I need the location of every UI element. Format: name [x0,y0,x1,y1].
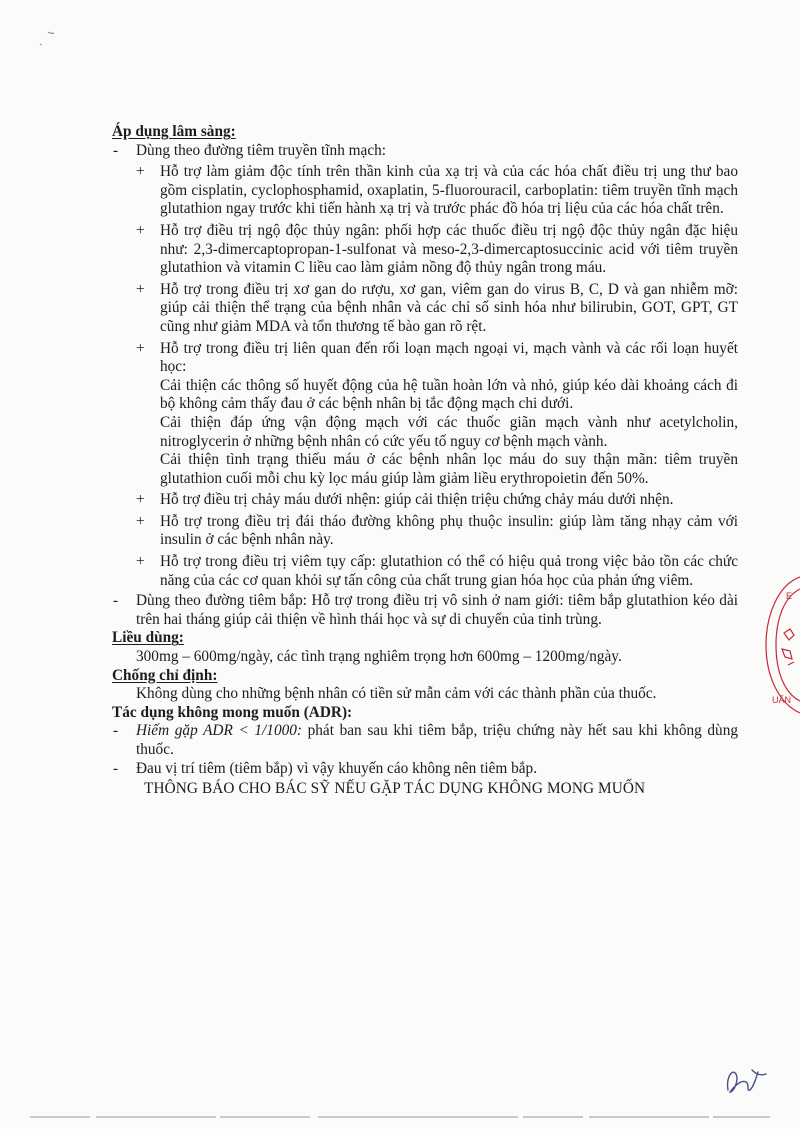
adr-rare-item [112,722,738,759]
svg-text:E: E [786,591,793,601]
im-route-text: Dùng theo đường tiêm bắp: Hỗ trợ trong điều trị vô sinh ở nam giới: tiêm bắp glutathion kéo dài trên hai tháng giúp cải thiện về hình thái học và sự di chuyển của tinh trùng. [136,592,738,628]
iv-item-diabetes [112,513,738,550]
vascular-title: Hỗ trợ trong điều trị liên quan đến rối loạn mạch ngoại vi, mạch vành và các rối loạn huyết học: [160,339,738,376]
iv-item-liver [112,281,738,337]
adr-site-text: Đau vị trí tiêm (tiêm bắp) vì vậy khuyến cáo không nên tiêm bắp. [136,759,538,777]
dosage-text: 300mg – 600mg/ngày, các tình trạng nghiêm trọng hơn 600mg – 1200mg/ngày. [136,648,622,666]
plus-mark: + [136,163,145,181]
vascular-paragraph: Cải thiện tình trạng thiếu máu ở các bệnh nhân lọc máu do suy thận mãn: tiêm truyền glutathion cuối mỗi chu kỳ lọc máu giúp làm giảm liều erythropoietin đến 50%. [160,451,738,487]
contraindications-heading: Chống chỉ định: [112,666,218,684]
iv-route-item [112,142,738,161]
iv-item-pancreatitis [112,553,738,590]
adr-notice: THÔNG BÁO CHO BÁC SỸ NẾU GẶP TÁC DỤNG KHÔNG MONG MUỐN [144,780,646,798]
iv-item-neurotoxicity [112,163,738,219]
stamp-seal [758,575,800,715]
iv-item-mercury [112,222,738,278]
plus-mark: + [136,221,145,239]
vascular-paragraph: Cải thiện đáp ứng vận động mạch với các thuốc giãn mạch vành như acetylcholin, nitroglycerin ở những bệnh nhân có cức yếu tố nguy cơ bệnh mạch vành. [160,413,738,450]
vascular-paragraph: Cải thiện các thông số huyết động của hệ tuần hoàn lớn và nhỏ, giúp kéo dài khoảng cách đi bộ không cảm thấy đau ở các bệnh nhân bị tắc động mạch chi dưới. [160,376,738,413]
scan-edge-line [30,1116,770,1118]
adr-site-item [112,760,738,779]
plus-mark: + [136,553,145,571]
iv-item-text: Hỗ trợ làm giảm độc tính trên thần kinh của xạ trị và của các hóa chất điều trị ung thư bao gồm cisplatin, cyclophosphamid, oxaplatin, 5-fluorouracil, carboplatin: tiêm truyền tĩnh mạch glutathion ngay trước khi tiến hành xạ trị và trước phác đồ hóa trị liệu của các hóa chất trên. [160,163,738,218]
iv-item-text: Hỗ trợ điều trị chảy máu dưới nhện: giúp cải thiện triệu chứng chảy máu dưới nhện. [160,491,674,509]
contraindications-text: Không dùng cho những bệnh nhân có tiền sử mẫn cảm với các thành phần của thuốc. [136,685,657,703]
dash-mark: - [113,722,119,740]
clinical-heading: Áp dụng lâm sàng: [112,123,236,140]
iv-item-text: Hỗ trợ trong điều trị viêm tụy cấp: glutathion có thể có hiệu quả trong việc bảo tồn các chức năng của các cơ quan khỏi sự tấn công của chất trung gian hóa học của phản ứng viêm. [160,553,738,589]
iv-item-subarachnoid [112,491,738,510]
document-body [112,123,738,799]
dash-mark: - [113,592,119,610]
adr-rare-label: Hiếm gặp ADR < 1/1000: [136,722,302,740]
plus-mark: + [136,512,145,530]
dash-mark: - [113,141,119,159]
adr-heading: Tác dụng không mong muốn (ADR): [112,703,353,721]
plus-mark: + [136,339,145,357]
adr-rare-text: phát ban sau khi tiêm bắp, triệu chứng này hết sau khi không dùng thuốc. [136,722,738,758]
iv-item-text: Hỗ trợ trong điều trị xơ gan do rượu, xơ gan, viêm gan do virus B, C, D và gan nhiễm mỡ: giúp cải thiện thể trạng của bệnh nhân và các chỉ số sinh hóa như bilirubin, GOT, GPT, GT cũng như giảm MDA và tổn thương tế bào gan rõ rệt. [160,280,738,335]
svg-text:UẤN: UẤN [772,695,792,705]
iv-item-text: Hỗ trợ trong điều trị đái tháo đường không phụ thuộc insulin: giúp làm tăng nhạy cảm với insulin ở các bệnh nhân này. [160,512,738,549]
plus-mark: + [136,280,145,298]
dash-mark: - [113,759,119,777]
plus-mark: + [136,491,145,509]
scan-speck [18,22,58,48]
im-route-item [112,592,738,629]
iv-item-text: Hỗ trợ điều trị ngộ độc thủy ngân: phối hợp các thuốc điều trị ngộ độc thủy ngân đặc hiệu như: 2,3-dimercaptopropan-1-sulfonat và meso-2,3-dimercaptosuccinic acid với tiêm truyền glutathion và vitamin C liều cao làm giảm nồng độ thủy ngân trong máu. [160,221,738,277]
dosage-heading: Liều dùng: [112,629,184,647]
iv-item-vascular [112,340,738,489]
initials-signature [722,1060,768,1098]
iv-route-intro: Dùng theo đường tiêm truyền tĩnh mạch: [136,141,387,159]
